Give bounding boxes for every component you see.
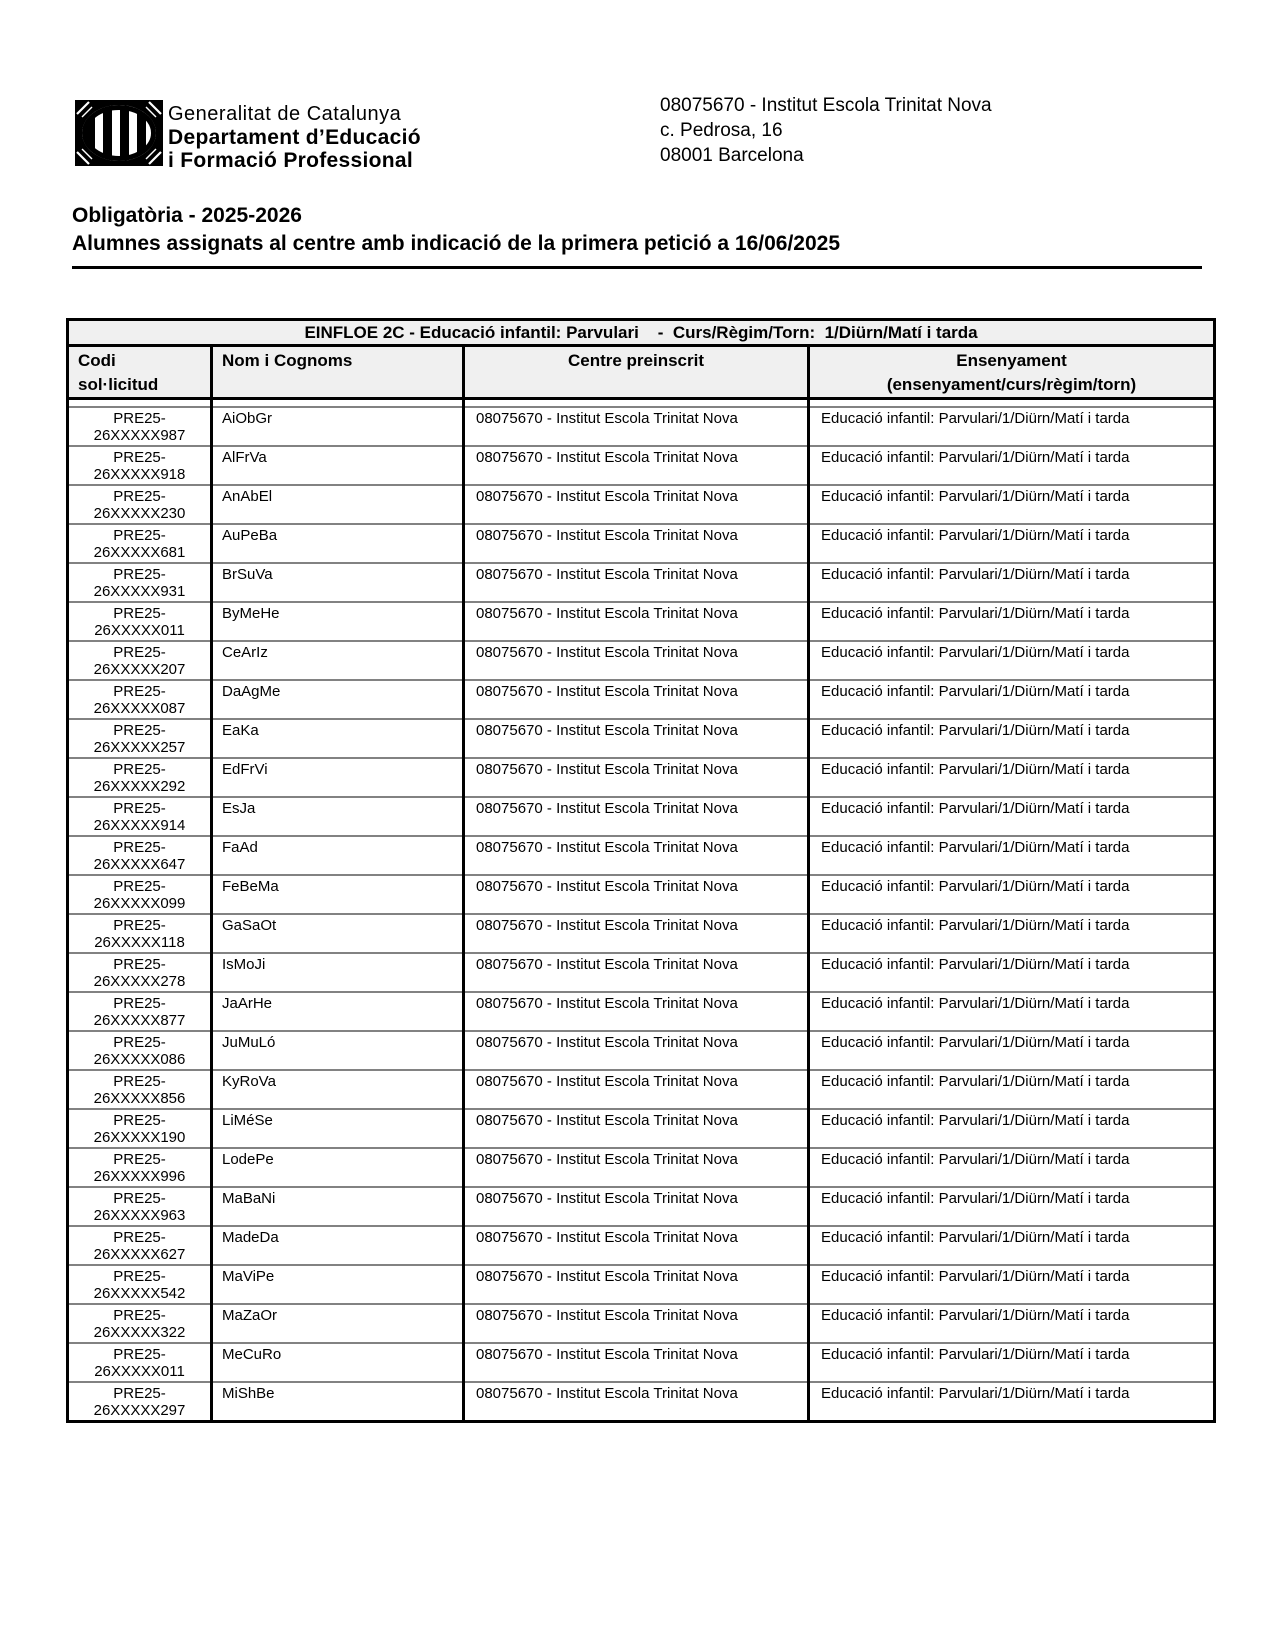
codi-line2: 26XXXXX207 (93, 661, 186, 678)
centre-cell: 08075670 - Institut Escola Trinitat Nova (464, 1070, 809, 1109)
table-row (68, 641, 1215, 680)
codi-line2: 26XXXXX099 (93, 895, 186, 912)
column-header-ensenyament (809, 346, 1215, 399)
codi-line1: PRE25- (113, 526, 166, 544)
column-header-centre: Centre preinscrit (464, 346, 809, 399)
nom-cell: FaAd (212, 836, 464, 875)
ensenyament-cell: Educació infantil: Parvulari/1/Diürn/Matí i tarda (809, 1343, 1215, 1382)
centre-cell: 08075670 - Institut Escola Trinitat Nova (464, 563, 809, 602)
codi-line2: 26XXXXX996 (93, 1168, 186, 1185)
ensenyament-cell: Educació infantil: Parvulari/1/Diürn/Matí i tarda (809, 1382, 1215, 1422)
nom-cell: MeCuRo (212, 1343, 464, 1382)
codi-header-line2: sol·licitud (78, 375, 159, 394)
ensenyament-cell: Educació infantil: Parvulari/1/Diürn/Matí i tarda (809, 953, 1215, 992)
codi-cell (68, 485, 212, 524)
ensenyament-cell: Educació infantil: Parvulari/1/Diürn/Matí i tarda (809, 1265, 1215, 1304)
codi-line2: 26XXXXX190 (93, 1129, 186, 1146)
codi-line2: 26XXXXX963 (93, 1207, 186, 1224)
nom-cell: JuMuLó (212, 1031, 464, 1070)
codi-line1: PRE25- (113, 1072, 166, 1090)
codi-line2: 26XXXXX322 (93, 1324, 186, 1341)
codi-cell (68, 1382, 212, 1422)
codi-cell (68, 563, 212, 602)
centre-code-name: 08075670 - Institut Escola Trinitat Nova (660, 95, 992, 116)
codi-line1: PRE25- (113, 799, 166, 817)
ensenyament-header-line2: (ensenyament/curs/règim/torn) (886, 375, 1137, 394)
org-name: Generalitat de Catalunya (168, 103, 402, 125)
nom-cell: ByMeHe (212, 602, 464, 641)
table-row (68, 1226, 1215, 1265)
nom-cell: MadeDa (212, 1226, 464, 1265)
table-row (68, 1265, 1215, 1304)
centre-cell: 08075670 - Institut Escola Trinitat Nova (464, 485, 809, 524)
ensenyament-cell: Educació infantil: Parvulari/1/Diürn/Matí i tarda (809, 1070, 1215, 1109)
codi-line1: PRE25- (113, 916, 166, 934)
centre-cell: 08075670 - Institut Escola Trinitat Nova (464, 1187, 809, 1226)
ensenyament-cell: Educació infantil: Parvulari/1/Diürn/Matí i tarda (809, 446, 1215, 485)
codi-line2: 26XXXXX230 (93, 505, 186, 522)
codi-cell (68, 602, 212, 641)
codi-cell (68, 1304, 212, 1343)
codi-line2: 26XXXXX647 (93, 856, 186, 873)
codi-cell (68, 1187, 212, 1226)
centre-cell: 08075670 - Institut Escola Trinitat Nova (464, 680, 809, 719)
centre-cell: 08075670 - Institut Escola Trinitat Nova (464, 953, 809, 992)
centre-street: c. Pedrosa, 16 (660, 120, 783, 141)
codi-line2: 26XXXXX297 (93, 1402, 186, 1419)
codi-cell (68, 953, 212, 992)
codi-line1: PRE25- (113, 643, 166, 661)
centre-cell: 08075670 - Institut Escola Trinitat Nova (464, 407, 809, 446)
table-row (68, 1148, 1215, 1187)
ensenyament-cell: Educació infantil: Parvulari/1/Diürn/Matí i tarda (809, 836, 1215, 875)
codi-line1: PRE25- (113, 1384, 166, 1402)
codi-line2: 26XXXXX011 (94, 622, 185, 639)
codi-cell (68, 446, 212, 485)
ensenyament-cell: Educació infantil: Parvulari/1/Diürn/Matí i tarda (809, 680, 1215, 719)
codi-line1: PRE25- (113, 1150, 166, 1168)
codi-line2: 26XXXXX257 (93, 739, 186, 756)
group-header-row (68, 320, 1215, 346)
table-head (68, 320, 1215, 399)
centre-cell: 08075670 - Institut Escola Trinitat Nova (464, 1265, 809, 1304)
codi-line1: PRE25- (113, 1111, 166, 1129)
org-wordmark (168, 103, 421, 172)
table-body (68, 399, 1215, 1422)
centre-cell: 08075670 - Institut Escola Trinitat Nova (464, 914, 809, 953)
centre-cell: 08075670 - Institut Escola Trinitat Nova (464, 1382, 809, 1422)
nom-cell: JaArHe (212, 992, 464, 1031)
ensenyament-cell: Educació infantil: Parvulari/1/Diürn/Matí i tarda (809, 1109, 1215, 1148)
table-row (68, 1187, 1215, 1226)
codi-cell (68, 719, 212, 758)
codi-cell (68, 1226, 212, 1265)
centre-cell: 08075670 - Institut Escola Trinitat Nova (464, 524, 809, 563)
codi-line1: PRE25- (113, 877, 166, 895)
table-row (68, 524, 1215, 563)
title-line-description: Alumnes assignats al centre amb indicació de la primera petició a 16/06/2025 (72, 232, 841, 255)
centre-cell: 08075670 - Institut Escola Trinitat Nova (464, 1109, 809, 1148)
nom-cell: MaBaNi (212, 1187, 464, 1226)
column-header-nom: Nom i Cognoms (212, 346, 464, 399)
table-row (68, 1382, 1215, 1422)
nom-cell: LodePe (212, 1148, 464, 1187)
nom-cell: AiObGr (212, 407, 464, 446)
table-row (68, 953, 1215, 992)
generalitat-logo (75, 100, 163, 166)
codi-cell (68, 641, 212, 680)
codi-line1: PRE25- (113, 604, 166, 622)
codi-line2: 26XXXXX681 (93, 544, 186, 561)
codi-line1: PRE25- (113, 1267, 166, 1285)
codi-line1: PRE25- (113, 1189, 166, 1207)
codi-line2: 26XXXXX087 (93, 700, 186, 717)
table-row (68, 992, 1215, 1031)
nom-cell: KyRoVa (212, 1070, 464, 1109)
nom-cell: GaSaOt (212, 914, 464, 953)
centre-cell: 08075670 - Institut Escola Trinitat Nova (464, 875, 809, 914)
nom-cell: AlFrVa (212, 446, 464, 485)
nom-cell: MaViPe (212, 1265, 464, 1304)
codi-cell (68, 914, 212, 953)
codi-cell (68, 1343, 212, 1382)
codi-line1: PRE25- (113, 760, 166, 778)
codi-line2: 26XXXXX877 (93, 1012, 186, 1029)
table-row (68, 680, 1215, 719)
codi-line2: 26XXXXX086 (93, 1051, 186, 1068)
codi-line2: 26XXXXX118 (94, 934, 185, 951)
nom-cell: MaZaOr (212, 1304, 464, 1343)
codi-cell (68, 1031, 212, 1070)
codi-line1: PRE25- (113, 1306, 166, 1324)
table-row (68, 797, 1215, 836)
table-row (68, 914, 1215, 953)
codi-line2: 26XXXXX278 (93, 973, 186, 990)
nom-cell: EsJa (212, 797, 464, 836)
centre-city: 08001 Barcelona (660, 145, 804, 166)
ensenyament-cell: Educació infantil: Parvulari/1/Diürn/Matí i tarda (809, 1226, 1215, 1265)
codi-line1: PRE25- (113, 565, 166, 583)
centre-cell: 08075670 - Institut Escola Trinitat Nova (464, 1343, 809, 1382)
table-row (68, 485, 1215, 524)
ensenyament-cell: Educació infantil: Parvulari/1/Diürn/Matí i tarda (809, 914, 1215, 953)
table-row (68, 758, 1215, 797)
codi-cell (68, 407, 212, 446)
nom-cell: MiShBe (212, 1382, 464, 1422)
title-underline (72, 266, 1202, 269)
assigned-students-table (66, 318, 1216, 1423)
ensenyament-cell: Educació infantil: Parvulari/1/Diürn/Matí i tarda (809, 407, 1215, 446)
org-dept-line1: Departament d’Educació (168, 126, 421, 149)
table-row (68, 1070, 1215, 1109)
centre-cell: 08075670 - Institut Escola Trinitat Nova (464, 836, 809, 875)
codi-line1: PRE25- (113, 1228, 166, 1246)
centre-cell: 08075670 - Institut Escola Trinitat Nova (464, 602, 809, 641)
nom-cell: CeArIz (212, 641, 464, 680)
codi-cell (68, 1070, 212, 1109)
column-header-row (68, 346, 1215, 399)
ensenyament-cell: Educació infantil: Parvulari/1/Diürn/Matí i tarda (809, 602, 1215, 641)
table-row (68, 836, 1215, 875)
document-title (72, 202, 840, 258)
codi-cell (68, 680, 212, 719)
codi-line2: 26XXXXX627 (93, 1246, 186, 1263)
nom-cell: LiMéSe (212, 1109, 464, 1148)
codi-cell (68, 1109, 212, 1148)
codi-cell (68, 836, 212, 875)
codi-line2: 26XXXXX542 (93, 1285, 186, 1302)
codi-line2: 26XXXXX914 (93, 817, 186, 834)
table-row (68, 407, 1215, 446)
nom-cell: BrSuVa (212, 563, 464, 602)
ensenyament-cell: Educació infantil: Parvulari/1/Diürn/Matí i tarda (809, 797, 1215, 836)
nom-cell: EaKa (212, 719, 464, 758)
spacer-row (68, 399, 1215, 407)
table-row (68, 875, 1215, 914)
group-header: EINFLOE 2C - Educació infantil: Parvulari - Curs/Règim/Torn: 1/Diürn/Matí i tarda (68, 320, 1215, 346)
codi-line1: PRE25- (113, 721, 166, 739)
centre-cell: 08075670 - Institut Escola Trinitat Nova (464, 1031, 809, 1070)
ensenyament-cell: Educació infantil: Parvulari/1/Diürn/Matí i tarda (809, 875, 1215, 914)
nom-cell: AnAbEl (212, 485, 464, 524)
org-dept-line2: i Formació Professional (168, 149, 413, 172)
title-line-regime: Obligatòria - 2025-2026 (72, 204, 302, 227)
nom-cell: FeBeMa (212, 875, 464, 914)
codi-line1: PRE25- (113, 1345, 166, 1363)
ensenyament-cell: Educació infantil: Parvulari/1/Diürn/Matí i tarda (809, 524, 1215, 563)
codi-line2: 26XXXXX987 (93, 427, 186, 444)
table-row (68, 1109, 1215, 1148)
centre-cell: 08075670 - Institut Escola Trinitat Nova (464, 758, 809, 797)
centre-cell: 08075670 - Institut Escola Trinitat Nova (464, 1304, 809, 1343)
codi-cell (68, 1265, 212, 1304)
ensenyament-cell: Educació infantil: Parvulari/1/Diürn/Matí i tarda (809, 1304, 1215, 1343)
codi-line1: PRE25- (113, 448, 166, 466)
codi-line2: 26XXXXX292 (93, 778, 186, 795)
centre-address (660, 93, 992, 168)
codi-cell (68, 797, 212, 836)
codi-line2: 26XXXXX931 (93, 583, 186, 600)
codi-cell (68, 875, 212, 914)
codi-line1: PRE25- (113, 682, 166, 700)
codi-line1: PRE25- (113, 838, 166, 856)
nom-cell: AuPeBa (212, 524, 464, 563)
ensenyament-header-line1: Ensenyament (956, 351, 1067, 370)
table-row (68, 563, 1215, 602)
codi-cell (68, 524, 212, 563)
table-row (68, 1304, 1215, 1343)
centre-cell: 08075670 - Institut Escola Trinitat Nova (464, 719, 809, 758)
codi-line1: PRE25- (113, 409, 166, 427)
codi-line1: PRE25- (113, 994, 166, 1012)
codi-cell (68, 1148, 212, 1187)
table-row (68, 719, 1215, 758)
ensenyament-cell: Educació infantil: Parvulari/1/Diürn/Matí i tarda (809, 992, 1215, 1031)
codi-cell (68, 758, 212, 797)
codi-line1: PRE25- (113, 1033, 166, 1051)
nom-cell: IsMoJi (212, 953, 464, 992)
centre-cell: 08075670 - Institut Escola Trinitat Nova (464, 1148, 809, 1187)
nom-cell: DaAgMe (212, 680, 464, 719)
ensenyament-cell: Educació infantil: Parvulari/1/Diürn/Matí i tarda (809, 719, 1215, 758)
codi-line1: PRE25- (113, 955, 166, 973)
centre-cell: 08075670 - Institut Escola Trinitat Nova (464, 992, 809, 1031)
table-row (68, 446, 1215, 485)
codi-line2: 26XXXXX856 (93, 1090, 186, 1107)
ensenyament-cell: Educació infantil: Parvulari/1/Diürn/Matí i tarda (809, 485, 1215, 524)
codi-header-line1: Codi (78, 351, 116, 370)
generalitat-emblem-icon (75, 100, 163, 166)
ensenyament-cell: Educació infantil: Parvulari/1/Diürn/Matí i tarda (809, 1031, 1215, 1070)
codi-line2: 26XXXXX918 (93, 466, 186, 483)
centre-cell: 08075670 - Institut Escola Trinitat Nova (464, 797, 809, 836)
ensenyament-cell: Educació infantil: Parvulari/1/Diürn/Matí i tarda (809, 563, 1215, 602)
table-row (68, 602, 1215, 641)
ensenyament-cell: Educació infantil: Parvulari/1/Diürn/Matí i tarda (809, 1148, 1215, 1187)
table-row (68, 1343, 1215, 1382)
ensenyament-cell: Educació infantil: Parvulari/1/Diürn/Matí i tarda (809, 641, 1215, 680)
centre-cell: 08075670 - Institut Escola Trinitat Nova (464, 1226, 809, 1265)
codi-line2: 26XXXXX011 (94, 1363, 185, 1380)
nom-cell: EdFrVi (212, 758, 464, 797)
column-header-codi (68, 346, 212, 399)
table-row (68, 1031, 1215, 1070)
ensenyament-cell: Educació infantil: Parvulari/1/Diürn/Matí i tarda (809, 758, 1215, 797)
codi-line1: PRE25- (113, 487, 166, 505)
centre-cell: 08075670 - Institut Escola Trinitat Nova (464, 641, 809, 680)
codi-cell (68, 992, 212, 1031)
centre-cell: 08075670 - Institut Escola Trinitat Nova (464, 446, 809, 485)
ensenyament-cell: Educació infantil: Parvulari/1/Diürn/Matí i tarda (809, 1187, 1215, 1226)
